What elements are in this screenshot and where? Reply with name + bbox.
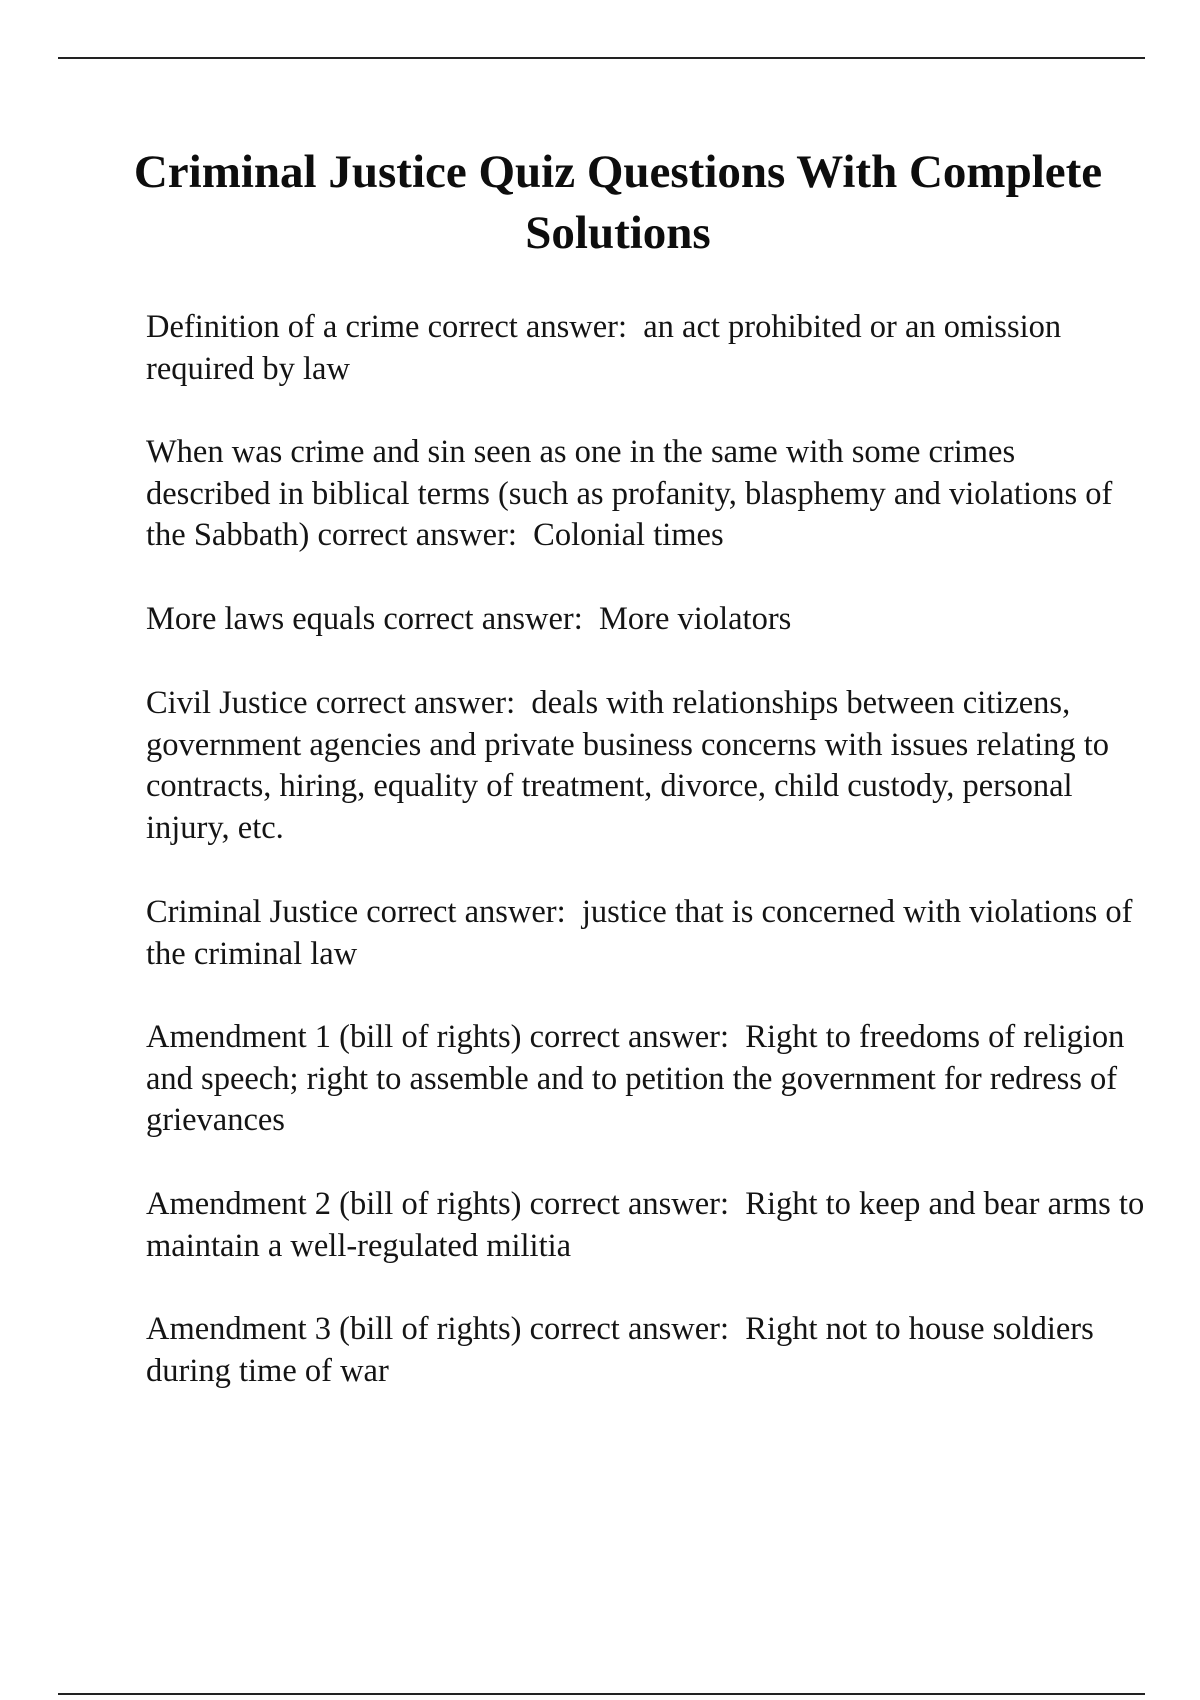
qa-answer: justice that is concerned with violations of the criminal law <box>146 894 1133 972</box>
qa-question: When was crime and sin seen as one in the same with some crimes described in biblical terms (such as profanity, blasphemy and violations of the Sabbath) <box>146 434 1113 553</box>
qa-answer: More violators <box>599 601 792 637</box>
qa-answer: Right to keep and bear arms to maintain a well-regulated militia <box>146 1186 1145 1264</box>
qa-answer-marker: correct answer: <box>315 685 516 721</box>
qa-question: Civil Justice <box>146 685 308 721</box>
qa-answer-marker: correct answer: <box>317 517 517 553</box>
qa-item-3 <box>146 599 1146 641</box>
qa-question: Definition of a crime <box>146 309 420 345</box>
qa-item-7 <box>146 1184 1146 1267</box>
qa-answer-marker: correct answer: <box>529 1311 730 1347</box>
qa-question: More laws equals <box>146 601 376 637</box>
qa-item-2 <box>146 432 1146 557</box>
qa-item-4 <box>146 683 1146 849</box>
qa-answer: Colonial times <box>533 517 724 553</box>
qa-answer: an act prohibited or an omission required by law <box>146 309 1062 387</box>
qa-answer-marker: correct answer: <box>366 894 566 930</box>
qa-question: Amendment 3 (bill of rights) <box>146 1311 522 1347</box>
qa-answer: Right not to house soldiers during time of war <box>146 1311 1094 1389</box>
top-rule <box>58 57 1145 59</box>
qa-answer-marker: correct answer: <box>529 1019 730 1055</box>
qa-question: Criminal Justice <box>146 894 359 930</box>
qa-question: Amendment 2 (bill of rights) <box>146 1186 522 1222</box>
qa-question: Amendment 1 (bill of rights) <box>146 1019 522 1055</box>
qa-answer-marker: correct answer: <box>427 309 627 345</box>
qa-answer: deals with relationships between citizens, government agencies and private business concerns with issues relating to contracts, hiring, equality of treatment, divorce, child custody, personal injury, etc. <box>146 685 1110 846</box>
qa-answer-marker: correct answer: <box>383 601 583 637</box>
qa-answer: Right to freedoms of religion and speech; right to assemble and to petition the government for redress of grievances <box>146 1019 1125 1138</box>
bottom-rule <box>58 1693 1145 1695</box>
qa-answer-marker: correct answer: <box>529 1186 730 1222</box>
qa-item-8 <box>146 1309 1146 1392</box>
document-title: Criminal Justice Quiz Questions With Complete Solutions <box>133 146 1103 259</box>
qa-item-5 <box>146 892 1146 975</box>
qa-item-1 <box>146 307 1146 390</box>
qa-item-6 <box>146 1017 1146 1142</box>
